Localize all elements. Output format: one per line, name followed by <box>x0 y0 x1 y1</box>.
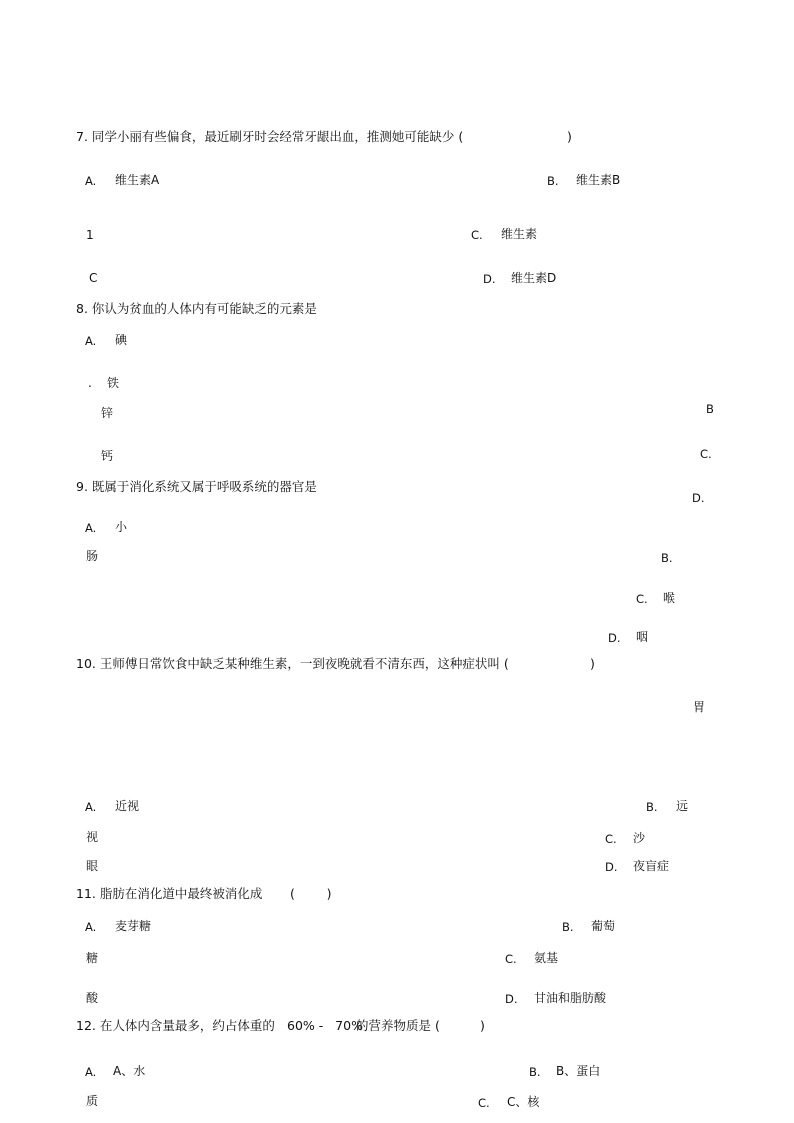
option-d-label: D. <box>692 491 705 505</box>
option-c-text: 喉 <box>663 591 676 605</box>
option-a-text: A、水 <box>113 1064 146 1078</box>
option-a-text: 麦芽糖 <box>115 919 152 933</box>
text-fragment: 钙 <box>101 449 114 463</box>
option-c-text: 沙 <box>633 831 646 845</box>
text-fragment: 肠 <box>86 549 99 563</box>
option-b-text: 维生素B <box>576 173 621 187</box>
option-a-text: 小 <box>115 520 128 534</box>
question-10-close-paren: ) <box>590 656 595 671</box>
text-fragment: 眼 <box>86 859 99 873</box>
text-fragment: 酸 <box>86 991 99 1005</box>
option-c-label: C. <box>700 447 712 461</box>
option-b-text: 远 <box>676 799 689 813</box>
option-b-text: B、蛋白 <box>556 1064 601 1078</box>
option-a-label: A. <box>85 920 97 934</box>
question-7-stem: 7. 同学小丽有些偏食，最近刷牙时会经常牙龈出血，推测她可能缺少 ( <box>76 129 464 144</box>
question-12-stem: 12. 在人体内含量最多，约占体重的 <box>76 1018 275 1033</box>
option-c-label: C. <box>478 1096 490 1110</box>
text-fragment: 铁 <box>107 376 120 390</box>
option-d-text: 夜盲症 <box>633 859 670 873</box>
option-a-label: A. <box>85 1065 97 1079</box>
text-fragment: 质 <box>86 1094 99 1108</box>
option-d-text: 甘油和脂肪酸 <box>534 991 607 1005</box>
option-b-label: B. <box>529 1065 541 1079</box>
text-fragment: C <box>89 271 98 285</box>
question-10-stem: 10. 王师傅日常饮食中缺乏某种维生素，一到夜晚就看不清东西，这种症状叫 ( <box>76 656 509 671</box>
option-a-text: 近视 <box>115 799 140 813</box>
option-c-label: C. <box>636 592 648 606</box>
option-a-label: A. <box>85 521 97 535</box>
option-d-label: D. <box>608 631 621 645</box>
text-fragment: 视 <box>86 830 99 844</box>
option-c-label: C. <box>605 832 617 846</box>
option-b-label: B. <box>547 174 559 188</box>
question-9-stem: 9. 既属于消化系统又属于呼吸系统的器官是 <box>76 479 317 494</box>
text-fragment: 锌 <box>101 406 114 420</box>
question-8-stem: 8. 你认为贫血的人体内有可能缺乏的元素是 <box>76 301 317 316</box>
option-a-text: 维生素A <box>115 173 160 187</box>
option-d-text: 咽 <box>636 630 649 644</box>
option-a-label: A. <box>85 174 97 188</box>
option-c-label: C. <box>505 952 517 966</box>
option-b-label: B. <box>562 920 574 934</box>
question-11-stem: 11. 脂肪在消化道中最终被消化成 <box>76 886 263 901</box>
option-a-text: 碘 <box>115 333 128 347</box>
option-a-label: A. <box>85 800 97 814</box>
option-b-text: 葡萄 <box>591 919 616 933</box>
text-fragment: 胃 <box>693 700 706 714</box>
option-d-label: D. <box>605 860 618 874</box>
option-d-label: D. <box>483 272 496 286</box>
option-a-label: A. <box>85 334 97 348</box>
question-12-close-paren: ) <box>480 1018 485 1033</box>
option-b-label: B. <box>661 551 673 565</box>
question-12-percentage: 60% - 70% <box>287 1018 363 1033</box>
text-fragment: . <box>88 376 92 390</box>
option-b-label: B. <box>646 800 658 814</box>
question-11-answer-paren: ( ) <box>290 886 332 901</box>
question-7-close-paren: ) <box>567 129 572 144</box>
option-d-text: 维生素D <box>511 271 557 285</box>
text-fragment: 糖 <box>86 951 99 965</box>
option-c-label: C. <box>471 228 483 242</box>
option-b-label: B <box>706 402 714 416</box>
text-fragment: 1 <box>86 228 94 242</box>
option-d-label: D. <box>505 992 518 1006</box>
option-c-text: 氨基 <box>534 951 559 965</box>
option-c-text: 维生素 <box>501 227 538 241</box>
question-12-stem-end: 的营养物质是 ( <box>356 1018 440 1033</box>
option-c-text: C、核 <box>507 1095 540 1109</box>
